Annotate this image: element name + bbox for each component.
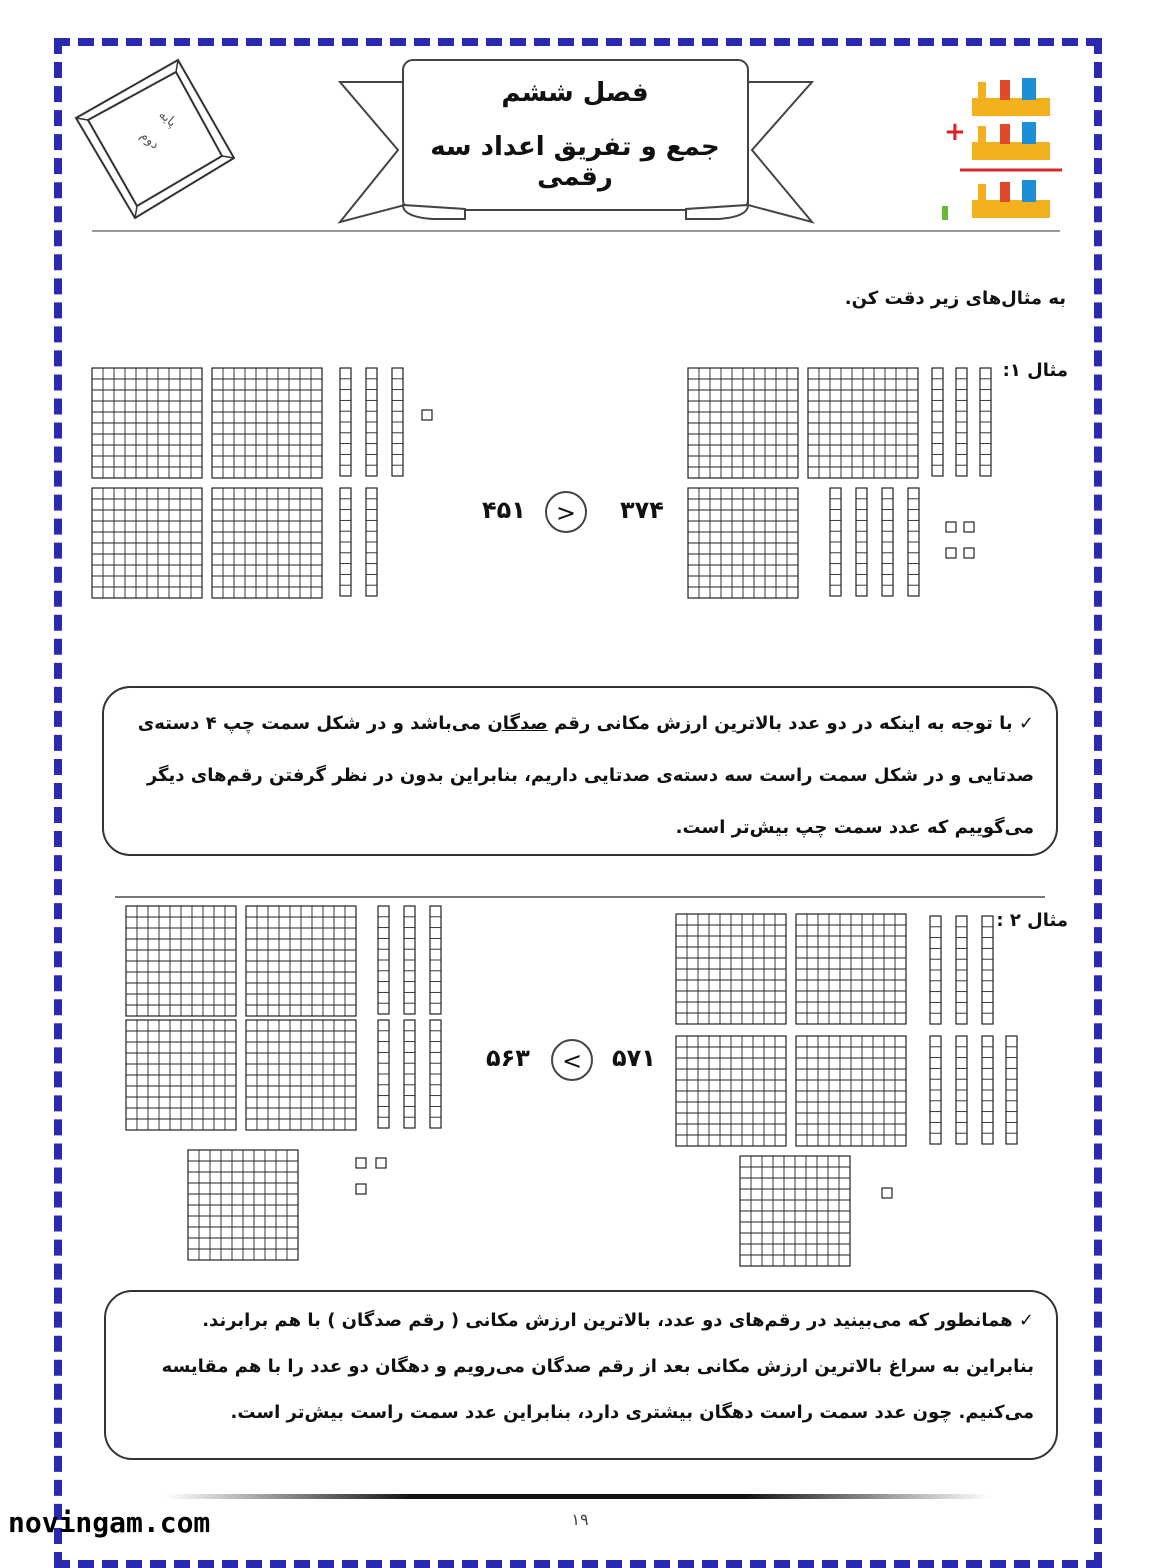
ten-rod: [956, 1036, 967, 1144]
example1-left-number: ۴۵۱: [482, 496, 526, 524]
note1-line1-suffix: می‌باشد و در شکل سمت چپ ۴ دسته‌ی: [137, 713, 488, 734]
one-unit: [964, 548, 974, 558]
hundred-flat: [676, 1036, 786, 1146]
note1-line2: صدتایی و در شکل سمت راست سه دسته‌ی صدتایی داریم، بنابراین بدون در نظر گرفتن رقم‌های دیگر: [146, 765, 1034, 786]
ten-rod: [392, 368, 403, 476]
ten-rod: [982, 916, 993, 1024]
ten-rod: [856, 488, 867, 596]
ten-rod: [882, 488, 893, 596]
ten-rod: [404, 1020, 415, 1128]
ten-rod: [930, 916, 941, 1024]
note1-underlined-word: صدگان: [487, 713, 548, 734]
hundred-flat: [126, 1020, 236, 1130]
example2-label: مثال ۲ :: [996, 910, 1068, 931]
site-watermark: novingam.com: [8, 1506, 211, 1539]
grade-label-line1: پایه: [155, 107, 180, 131]
one-unit: [356, 1158, 366, 1168]
abacus-row-1: [972, 78, 1050, 116]
hundred-flat: [92, 488, 202, 598]
ten-rod: [1006, 1036, 1017, 1144]
abacus-row-3: [942, 180, 1050, 220]
ten-rod: [430, 906, 441, 1014]
one-unit: [946, 548, 956, 558]
section-divider: [115, 896, 1045, 898]
hundred-flat: [212, 368, 322, 478]
ten-rod: [830, 488, 841, 596]
hundred-flat: [188, 1150, 298, 1260]
ten-rod: [956, 916, 967, 1024]
ten-rod: [430, 1020, 441, 1128]
chapter-subtitle: جمع و تفریق اعداد سه رقمی: [430, 132, 720, 192]
hundred-flat: [126, 906, 236, 1016]
note2-line1: ✓ همانطور که می‌بینید در رقم‌های دو عدد، بالاترین ارزش مکانی ( رقم صدگان ) با هم برابرند.: [202, 1310, 1034, 1331]
ten-rod: [378, 1020, 389, 1128]
one-unit: [946, 522, 956, 532]
note1-line1: [104, 698, 1056, 750]
note2-box: [104, 1290, 1058, 1460]
hundred-flat: [740, 1156, 850, 1266]
ten-rod: [932, 368, 943, 476]
example1-comparison-symbol: >: [545, 491, 587, 533]
ten-rod: [982, 1036, 993, 1144]
abacus-row-2: [972, 122, 1050, 160]
ten-rod: [404, 906, 415, 1014]
note1-line3: می‌گوییم که عدد سمت چپ بیش‌تر است.: [675, 817, 1034, 838]
intro-text: به مثال‌های زیر دقت کن.: [844, 288, 1066, 309]
ten-rod: [340, 488, 351, 596]
chapter-title: فصل ششم: [501, 78, 649, 108]
example1-right-number: ۳۷۴: [620, 496, 664, 524]
note2-line3: می‌کنیم. چون عدد سمت راست دهگان بیشتری دارد، بنابراین عدد سمت راست بیش‌تر است.: [230, 1402, 1034, 1423]
example2-right-number: ۵۷۱: [612, 1044, 656, 1072]
page-number: ۱۹: [571, 1510, 589, 1529]
hundred-flat: [212, 488, 322, 598]
note2-line2: بنابراین به سراغ بالاترین ارزش مکانی بعد از رقم صدگان می‌رویم و دهگان دو عدد را با هم مقایسه: [161, 1356, 1034, 1377]
one-unit: [422, 410, 432, 420]
one-unit: [882, 1188, 892, 1198]
hundred-flat: [246, 906, 356, 1016]
hundred-flat: [808, 368, 918, 478]
hundred-flat: [676, 914, 786, 1024]
ten-rod: [956, 368, 967, 476]
ten-rod: [366, 368, 377, 476]
hundred-flat: [92, 368, 202, 478]
one-unit: [356, 1184, 366, 1194]
ten-rod: [930, 1036, 941, 1144]
example2-comparison-symbol: <: [551, 1039, 593, 1081]
note1-box: [102, 686, 1058, 856]
example2-left-number: ۵۶۳: [486, 1044, 530, 1072]
hundred-flat: [796, 914, 906, 1024]
ten-rod: [366, 488, 377, 596]
hundred-flat: [796, 1036, 906, 1146]
ten-rod: [340, 368, 351, 476]
footer-divider: [165, 1494, 990, 1499]
hundred-flat: [688, 368, 798, 478]
hundred-flat: [688, 488, 798, 598]
abacus-illustration: [942, 78, 1062, 220]
ten-rod: [980, 368, 991, 476]
svg-text:+: +: [944, 117, 966, 147]
example1-label: مثال ۱:: [1002, 360, 1068, 381]
hundred-flat: [246, 1020, 356, 1130]
ten-rod: [908, 488, 919, 596]
grade-label-line2: دوم: [136, 128, 162, 153]
ten-rod: [378, 906, 389, 1014]
one-unit: [376, 1158, 386, 1168]
note1-line1-prefix: ✓ با توجه به اینکه در دو عدد بالاترین ارزش مکانی رقم: [547, 713, 1034, 734]
header-divider: [92, 230, 1060, 232]
one-unit: [964, 522, 974, 532]
